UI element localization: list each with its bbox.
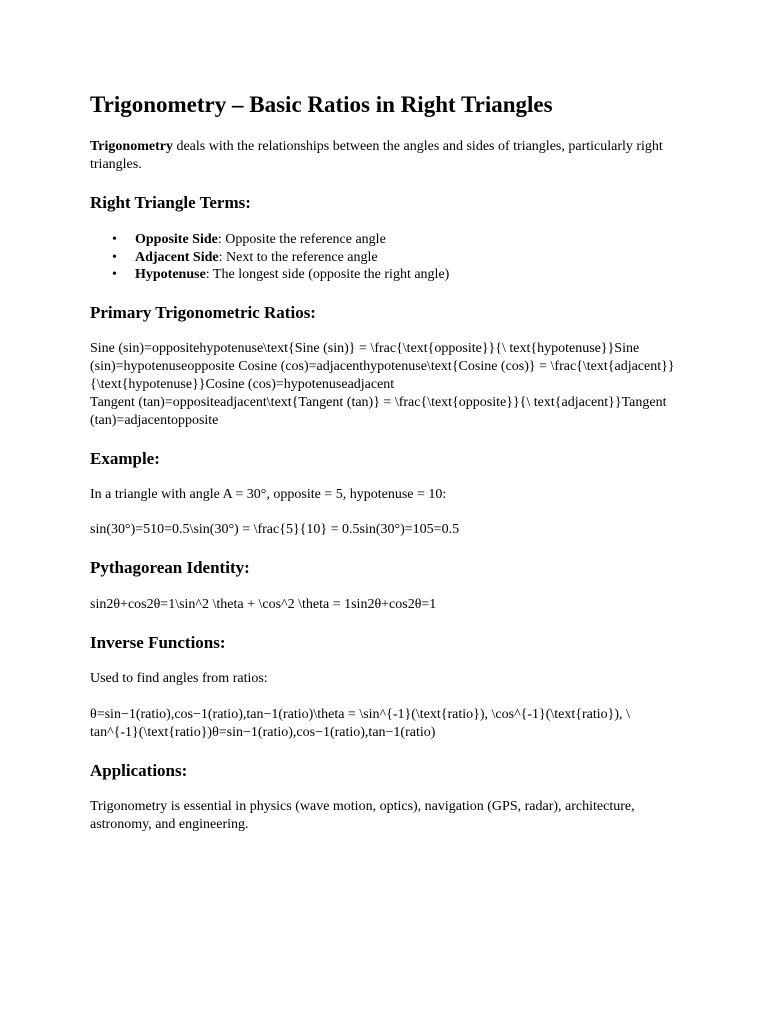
ratios-line-sine-cosine: Sine (sin)=oppositehypotenuse\text{Sine (sin)} = \frac{\text{opposite}}{\ text{hypotenuse}}Sine (sin)=hypotenuseopposite Cosine (cos)=adjacenthypotenuse\text{Cosine (cos)} = \frac{\text{adjacent}}{\text{hypotenuse}}Cosine (cos)=hypotenuseadjacent: [90, 341, 675, 392]
section-heading-pythagorean: Pythagorean Identity:: [90, 558, 250, 577]
inverse-formula: θ=sin−1(ratio),cos−1(ratio),tan−1(ratio)\theta = \sin^{-1}(\text{ratio}), \cos^{-1}(\text{ratio}), \ tan^{-1}(\text{ratio})θ=sin−1(ratio),cos−1(ratio),tan−1(ratio): [90, 707, 630, 740]
intro-paragraph: [90, 138, 682, 174]
bullet-icon: •: [112, 249, 117, 265]
section-heading-example: Example:: [90, 449, 160, 468]
intro-bold-term: Trigonometry: [90, 139, 173, 154]
page-title: Trigonometry – Basic Ratios in Right Triangles: [90, 92, 553, 117]
example-text: In a triangle with angle A = 30°, opposite = 5, hypotenuse = 10:: [90, 487, 447, 502]
bullet-icon: •: [112, 267, 117, 282]
pythagorean-formula: sin2θ+cos2θ=1\sin^2 \theta + \cos^2 \theta = 1sin2θ+cos2θ=1: [90, 597, 437, 612]
intro-text: deals with the relationships between the angles and sides of triangles, particularly right triangles.: [90, 139, 663, 172]
bullet-icon: •: [112, 232, 117, 247]
example-formula: sin(30°)=510=0.5\sin(30°) = \frac{5}{10} = 0.5sin(30°)=105=0.5: [90, 522, 460, 537]
list-item: [90, 231, 682, 249]
section-heading-terms: Right Triangle Terms:: [90, 193, 251, 212]
term-description: : Opposite the reference angle: [217, 232, 386, 247]
inverse-text: Used to find angles from ratios:: [90, 671, 268, 686]
section-heading-ratios: Primary Trigonometric Ratios:: [90, 303, 316, 322]
section-heading-inverse: Inverse Functions:: [90, 633, 226, 652]
section-heading-applications: Applications:: [90, 761, 188, 780]
ratios-line-tangent: Tangent (tan)=oppositeadjacent\text{Tangent (tan)} = \frac{\text{opposite}}{\ text{adjacent}}Tangent (tan)=adjacentopposite: [90, 395, 667, 428]
term-label: Opposite Side: [135, 232, 218, 247]
list-item: [90, 266, 682, 284]
term-description: : The longest side (opposite the right angle): [205, 267, 450, 282]
terms-list: [90, 231, 682, 284]
term-description: : Next to the reference angle: [218, 249, 378, 265]
term-label: Hypotenuse: [135, 267, 206, 282]
term-label: Adjacent Side: [135, 249, 219, 265]
applications-text: Trigonometry is essential in physics (wave motion, optics), navigation (GPS, radar), architecture, astronomy, and engineering.: [90, 799, 635, 832]
list-item: [90, 249, 682, 267]
